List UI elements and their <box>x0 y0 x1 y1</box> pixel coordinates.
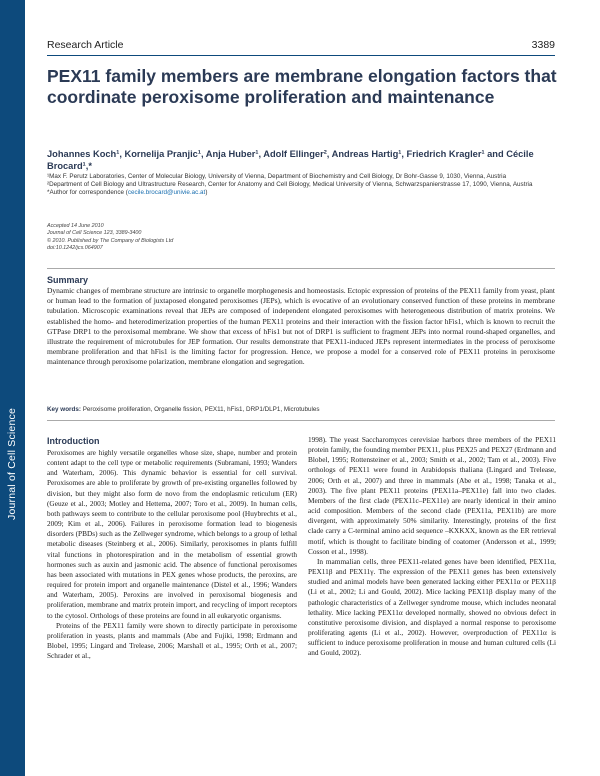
copyright-line: © 2010. Published by The Company of Biologists Ltd <box>47 237 174 244</box>
accepted-date: Accepted 14 June 2010 <box>47 223 104 229</box>
affiliation-1: ¹Max F. Perutz Laboratories, Center of Molecular Biology, University of Vienna, Department of Biochemistry and Cell Biology, Dr Bohr-Gasse 9, 1030, Vienna, Austria <box>47 173 507 180</box>
running-header <box>47 39 555 53</box>
header-divider <box>47 55 555 56</box>
intro-paragraph-4: In mammalian cells, three PEX11-related genes have been identified, PEX11α, PEX11β and PEX11γ. The expression of the PEX11 genes has been extensively studied and animal models have been generated lacking either PEX11α or PEX11β (Li et al., 2002; Li and Gould, 2002). Mice lacking PEX11β display many of the pathologic characteristics of a Zellweger syndrome mouse, which includes neonatal lethality. Mice lacking PEX11α developed normally, showed no obvious defect in constitutive peroxisome division, and displayed a normal response to peroxisome proliferating agents (Li et al., 2002). However, overproduction of PEX11α is sufficient to induce peroxisome proliferation in mouse and human cultured cells (Li and Gould, 2002). <box>308 556 556 658</box>
intro-paragraph-2: Proteins of the PEX11 family were shown to directly participate in peroxisome proliferation in yeasts, plants and mammals (Abe and Fujiki, 1998; Erdmann and Blobel, 1995; Lingard and Trelease, 2006; Marshall et al., 1995; Orth et al., 2007; Schrader et al., <box>47 620 297 661</box>
affiliations <box>47 173 557 198</box>
affiliation-2: ²Department of Cell Biology and Ultrastructure Research, Center for Anatomy and Cell Biology, Medical University of Vienna, Schwarzspanierstrasse 17, 1090, Vienna, Austria <box>47 181 533 189</box>
keywords-label: Key words: <box>47 406 81 413</box>
journal-sidebar <box>0 0 25 776</box>
article-type: Research Article <box>47 39 124 51</box>
correspondence-label: *Author for correspondence ( <box>47 189 128 197</box>
author-list: Johannes Koch¹, Kornelija Pranjic¹, Anja Huber¹, Adolf Ellinger², Andreas Hartig¹, Friedrich Kragler¹ and Cécile Brocard¹,* <box>47 149 534 171</box>
intro-paragraph-3: 1998). The yeast Saccharomyces cerevisiae harbors three members of the PEX11 protein family, the founding member PEX11, plus PEX25 and PEX27 (Erdmann and Blobel, 1995; Rottensteiner et al., 2003; Smith et al., 2002; Tam et al., 2003). Five orthologs of PEX11 were found in Arabidopsis thaliana (Lingard and Trelease, 2006; Orth et al., 2007) and three in mammals (Abe et al., 1998; Tanaka et al., 2003). The five plant PEX11 proteins (PEX11a–PEX11e) fall into two clades. Members of the first clade (PEX11c–PEX11e) are nearly identical in their amino acid composition. Members of the second clade (PEX11a, PEX11b) are more divergent, with approximately 50% similarity. Interestingly, proteins of the first clade carry a C-terminal amino acid sequence –KXKXX, known as the ER retrieval motif, which is thought to facilitate binding of coatomer (Andersson et al., 1999; Cosson et al., 1998). <box>308 435 556 556</box>
correspondence-end: ) <box>205 189 208 197</box>
journal-name: Journal of Cell Science <box>6 408 18 520</box>
intro-paragraph-1: Peroxisomes are highly versatile organelles whose size, shape, number and protein content adapt to the cell type or metabolic requirements (Subramani, 1993; Wanders and Waterham, 2006). This dynamic behavior is essential for cell survival. Peroxisomes are able to proliferate by growth of pre-existing organelles followed by division, but they might also form de novo from the endoplasmic reticulum (ER) (Geuze et al., 2003; Motley and Hettema, 2007; Toro et al., 2009). In human cells, both pathways seem to contribute to the cellular peroxisome pool (Huybrechts et al., 2009; Kim et al., 2006). Failures in peroxisome formation lead to biogenesis disorders (PBDs) such as the Zellweger syndrome, which belongs to a group of lethal metabolic diseases (Steinberg et al., 2006). Similarly, peroxisomes in plants fulfill vital functions in photorespiration and in the metabolism of essential growth hormones such as auxin and jasmonic acid. The absence of functional peroxisomes has been associated with mutations in PEX genes whose products, the peroxins, are required for protein import and organelle maintenance (Distel et al., 1996; Wanders and Waterham, 2005). Peroxins are involved in peroxisomal biogenesis and proliferation, membrane and matrix protein import, and recycling of import receptors to the cytosol. Orthologs of these proteins are found in all eukaryotic organisms. <box>47 448 297 620</box>
article-title: PEX11 family members are membrane elongation factors that coordinate peroxisome proliferation and maintenance <box>47 66 557 107</box>
body-column-right <box>308 435 556 658</box>
publication-meta <box>47 223 347 252</box>
summary-heading: Summary <box>47 275 89 285</box>
summary-text: Dynamic changes of membrane structure are intrinsic to organelle morphogenesis and homeostasis. Ectopic expression of proteins of the PEX11 family from yeast, plant or human lead to the formation of juxtaposed elongated peroxisomes (JEPs), which is evocative of an evolutionary conserved function of these proteins in membrane tubulation. Microscopic examinations reveal that JEPs are composed of independent elongated peroxisomes with heterogeneous distribution of matrix proteins. We established the homo- and heterodimerization properties of the human PEX11 proteins and their interaction with the fission factor hFis1, which is known to recruit the GTPase DRP1 to the peroxisomal membrane. We show that excess of hFis1 but not of DRP1 is sufficient to fragment JEPs into normal round-shaped organelles, and illustrate the requirement of microtubules for JEP formation. Our results demonstrate that PEX11-induced JEPs represent intermediates in the process of peroxisome membrane proliferation and that hFis1 is the limiting factor for progression. Hence, we propose a model for a conserved role of PEX11 proteins in peroxisome maintenance through peroxisome polarization, membrane elongation and segregation. <box>47 286 555 367</box>
introduction-heading: Introduction <box>47 436 100 446</box>
keywords-text: Peroxisome proliferation, Organelle fission, PEX11, hFis1, DRP1/DLP1, Microtubules <box>82 406 320 413</box>
keywords-divider <box>47 420 555 421</box>
correspondence <box>47 189 557 197</box>
correspondence-email-link[interactable]: cecile.brocard@univie.ac.at <box>127 189 206 197</box>
journal-citation: Journal of Cell Science 123, 3389-3400 <box>47 230 142 237</box>
body-column-left <box>47 448 297 661</box>
summary-divider <box>47 268 555 269</box>
keywords <box>47 406 557 413</box>
page-number: 3389 <box>531 39 555 51</box>
doi-line: doi:10.1242/jcs.064907 <box>47 244 103 251</box>
